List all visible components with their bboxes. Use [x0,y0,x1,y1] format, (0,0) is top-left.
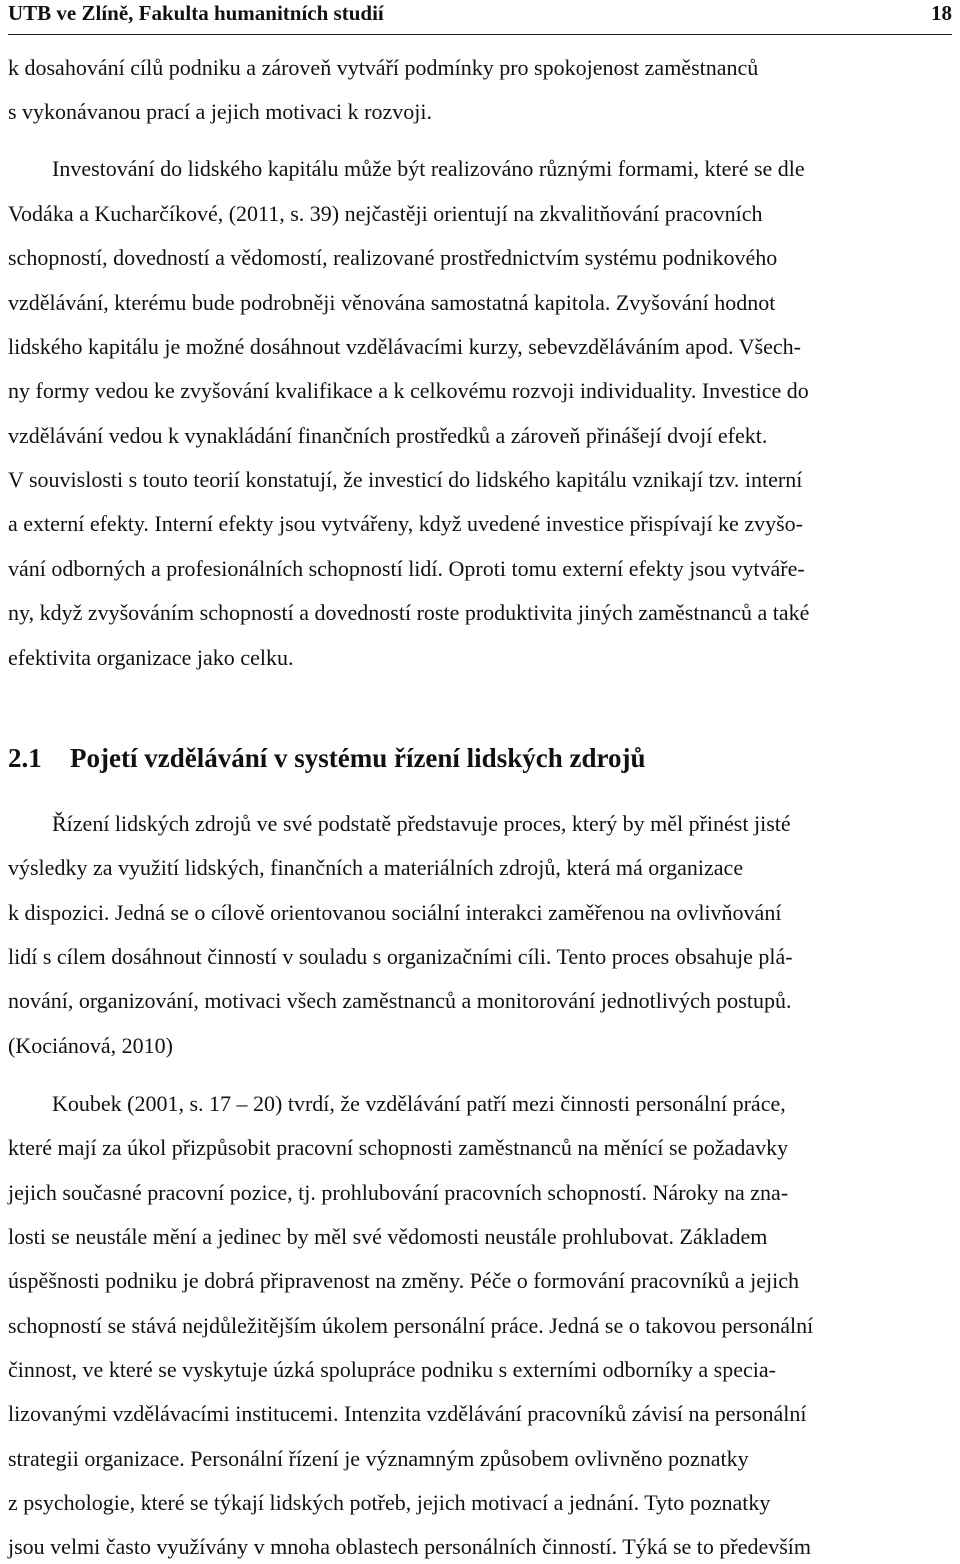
page-header [8,0,952,35]
text-line: činnost, ve které se vyskytuje úzká spolupráce podniku s externími odborníky a specia- [8,1357,776,1382]
text-line: vzdělávání, kterému bude podrobněji věnována samostatná kapitola. Zvyšování hodnot [8,290,776,315]
text-line: losti se neustále mění a jedinec by měl své vědomosti neustále prohlubovat. Základem [8,1224,768,1249]
text-line: a externí efekty. Interní efekty jsou vytvářeny, když uvedené investice přispívají ke zvyšo- [8,511,803,536]
text-line: lidí s cílem dosáhnout činností v souladu s organizačními cíli. Tento proces obsahuje plá- [8,944,793,969]
text-line: výsledky za využití lidských, finančních a materiálních zdrojů, která má organizace [8,855,744,880]
text-line: Vodáka a Kucharčíkové, (2011, s. 39) nejčastěji orientují na zkvalitňování pracovních [8,201,763,226]
text-line: vzdělávání vedou k vynakládání finančních prostředků a zároveň přinášejí dvojí efekt. [8,423,768,448]
text-line: (Kociánová, 2010) [8,1033,173,1058]
page-number: 18 [931,1,952,25]
text-line: lizovanými vzdělávacími institucemi. Intenzita vzdělávání pracovníků závisí na personální [8,1401,807,1426]
text-line: s vykonávanou prací a jejich motivaci k rozvoji. [8,99,432,124]
text-line: k dispozici. Jedná se o cílově orientovanou sociální interakci zaměřenou na ovlivňování [8,900,782,925]
text-line: z psychologie, které se týkají lidských potřeb, jejich motivací a jednání. Tyto poznatky [8,1490,771,1515]
text-line: Investování do lidského kapitálu může být realizováno různými formami, které se dle [52,156,805,181]
text-line: strategii organizace. Personální řízení je významným způsobem ovlivněno poznatky [8,1446,749,1471]
text-line: ny, když zvyšováním schopností a dovedností roste produktivita jiných zaměstnanců a také [8,600,810,625]
text-line: Koubek (2001, s. 17 – 20) tvrdí, že vzdělávání patří mezi činnosti personální práce, [52,1091,786,1116]
section-title: Pojetí vzdělávání v systému řízení lidských zdrojů [70,743,646,773]
text-line: jsou velmi často využívány v mnoha oblastech personálních činností. Týká se to především [8,1534,812,1559]
text-line: které mají za úkol přizpůsobit pracovní schopnosti zaměstnanců na měnící se požadavky [8,1135,789,1160]
text-line: schopností, dovedností a vědomostí, realizované prostřednictvím systému podnikového [8,245,778,270]
text-line: ny formy vedou ke zvyšování kvalifikace a k celkovému rozvoji individuality. Investice do [8,378,809,403]
text-line: Řízení lidských zdrojů ve své podstatě představuje proces, který by měl přinést jisté [52,811,791,836]
text-line: nování, organizování, motivaci všech zaměstnanců a monitorování jednotlivých postupů. [8,988,792,1013]
text-line: úspěšnosti podniku je dobrá připravenost na změny. Péče o formování pracovníků a jejich [8,1268,799,1293]
document-title: UTB ve Zlíně, Fakulta humanitních studií [8,1,384,25]
text-line: schopností se stává nejdůležitějším úkolem personální práce. Jedná se o takovou personální [8,1313,814,1338]
text-line: jejich současné pracovní pozice, tj. prohlubování pracovních schopností. Nároky na zna- [8,1180,789,1205]
text-line: efektivita organizace jako celku. [8,645,294,670]
text-line: k dosahování cílů podniku a zároveň vytváří podmínky pro spokojenost zaměstnanců [8,55,759,80]
section-number: 2.1 [8,743,42,773]
text-line: lidského kapitálu je možné dosáhnout vzdělávacími kurzy, sebevzděláváním apod. Všech- [8,334,801,359]
section-heading [8,743,645,774]
text-line: vání odborných a profesionálních schopností lidí. Oproti tomu externí efekty jsou vytváře- [8,556,805,581]
text-line: V souvislosti s touto teorií konstatují, že investicí do lidského kapitálu vznikají tzv. interní [8,467,803,492]
